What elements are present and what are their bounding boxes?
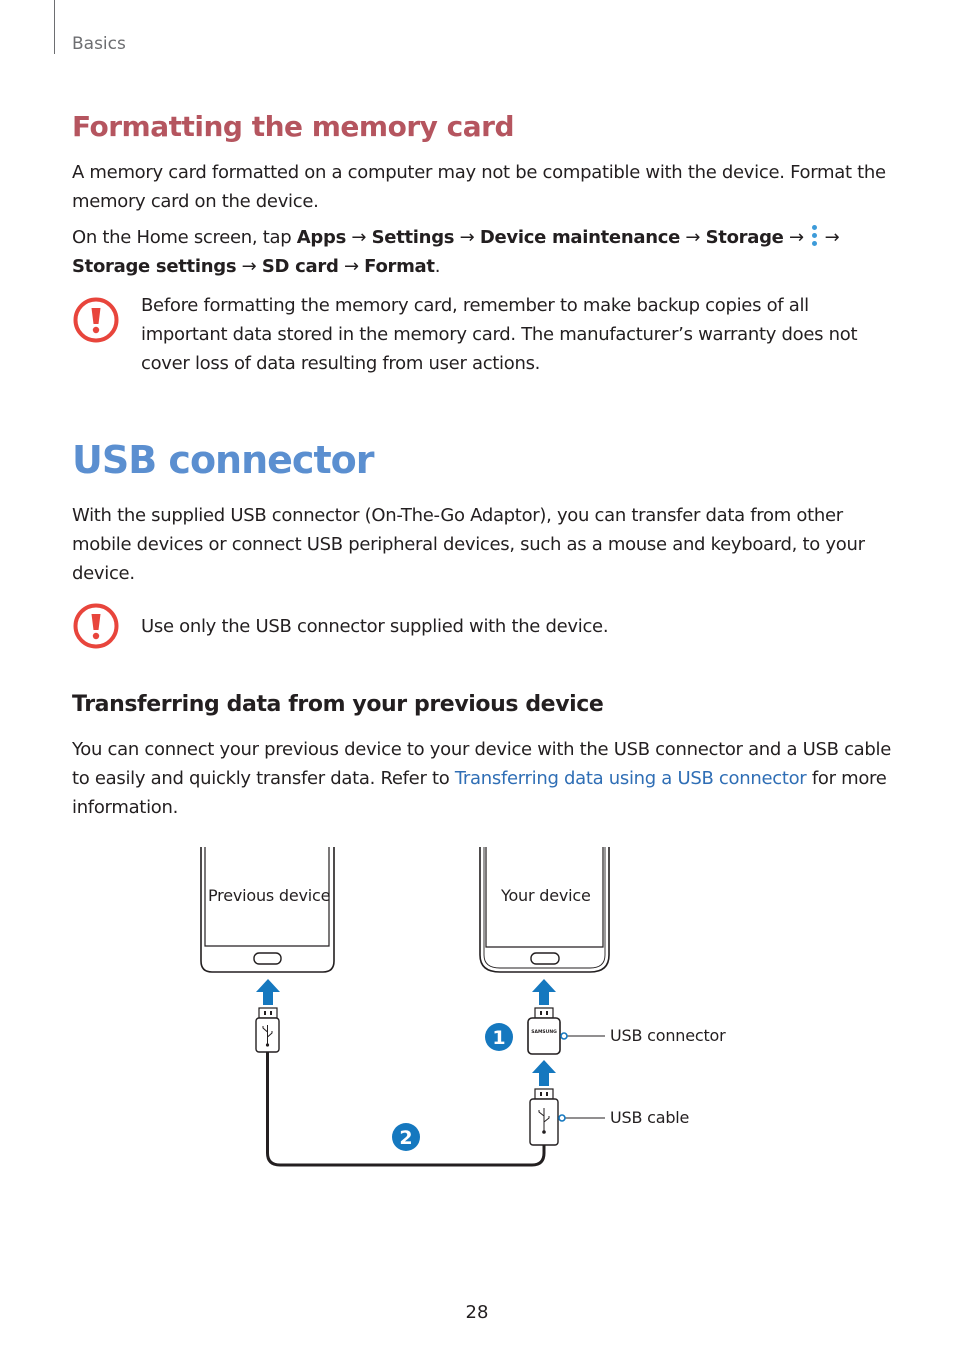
step-1-number: 1	[492, 1027, 506, 1049]
usb-intro: With the supplied USB connector (On-The-Go Adaptor), you can transfer data from other mobile devices or connect USB peripheral devices, such as a mouse and keyboard, to your device.	[72, 505, 865, 584]
transfer-title: Transferring data from your previous device	[72, 692, 604, 717]
step-2-number: 2	[399, 1127, 413, 1149]
path-apps: Apps	[296, 227, 346, 248]
arrow-up-icon	[256, 979, 280, 1005]
usb-diagram	[190, 845, 750, 1175]
usb-plug-right	[530, 1089, 558, 1145]
formatting-intro: A memory card formatted on a computer may not be compatible with the device. Format the memory card on the device.	[72, 162, 886, 212]
path-maintenance: Device maintenance	[479, 227, 680, 248]
running-header: Basics	[72, 34, 126, 54]
formatting-path: On the Home screen, tap Apps → Settings → Device maintenance → Storage → → Storage settings → SD card → Format.	[72, 227, 840, 277]
your-device-label: Your device	[501, 886, 591, 905]
more-options-icon	[809, 225, 819, 247]
usb-warning: Use only the USB connector supplied with the device.	[141, 616, 609, 637]
path-format: Format	[364, 256, 435, 277]
usb-title: USB connector	[72, 438, 374, 482]
page-number: 28	[465, 1302, 489, 1323]
transfer-link[interactable]: Transferring data using a USB connector	[454, 768, 807, 789]
arrow-up-icon	[532, 1060, 556, 1086]
transfer-text: You can connect your previous device to your device with the USB connector and a USB cable to easily and quickly transfer data. Refer to Transferring data using a USB connector for more information.	[72, 739, 892, 818]
previous-device-phone	[201, 847, 334, 972]
usb-cable-label: USB cable	[610, 1108, 690, 1127]
formatting-title: Formatting the memory card	[72, 110, 514, 143]
warning-icon	[72, 296, 120, 344]
usb-plug-left	[256, 1008, 279, 1052]
usb-connector-label: USB connector	[610, 1026, 726, 1045]
path-storage-settings: Storage settings	[72, 256, 237, 277]
path-storage: Storage	[705, 227, 784, 248]
previous-device-label: Previous device	[208, 886, 331, 905]
formatting-warning: Before formatting the memory card, remember to make backup copies of all important data stored in the memory card. The manufacturer’s warranty does not cover loss of data resulting from user actions.	[141, 295, 858, 374]
your-device-phone	[480, 847, 609, 972]
warning-icon	[72, 602, 120, 650]
path-sd-card: SD card	[261, 256, 339, 277]
header-rule	[54, 0, 55, 54]
path-settings: Settings	[371, 227, 455, 248]
arrow-up-icon	[532, 979, 556, 1005]
adapter-brand: SAMSUNG	[531, 1030, 557, 1035]
